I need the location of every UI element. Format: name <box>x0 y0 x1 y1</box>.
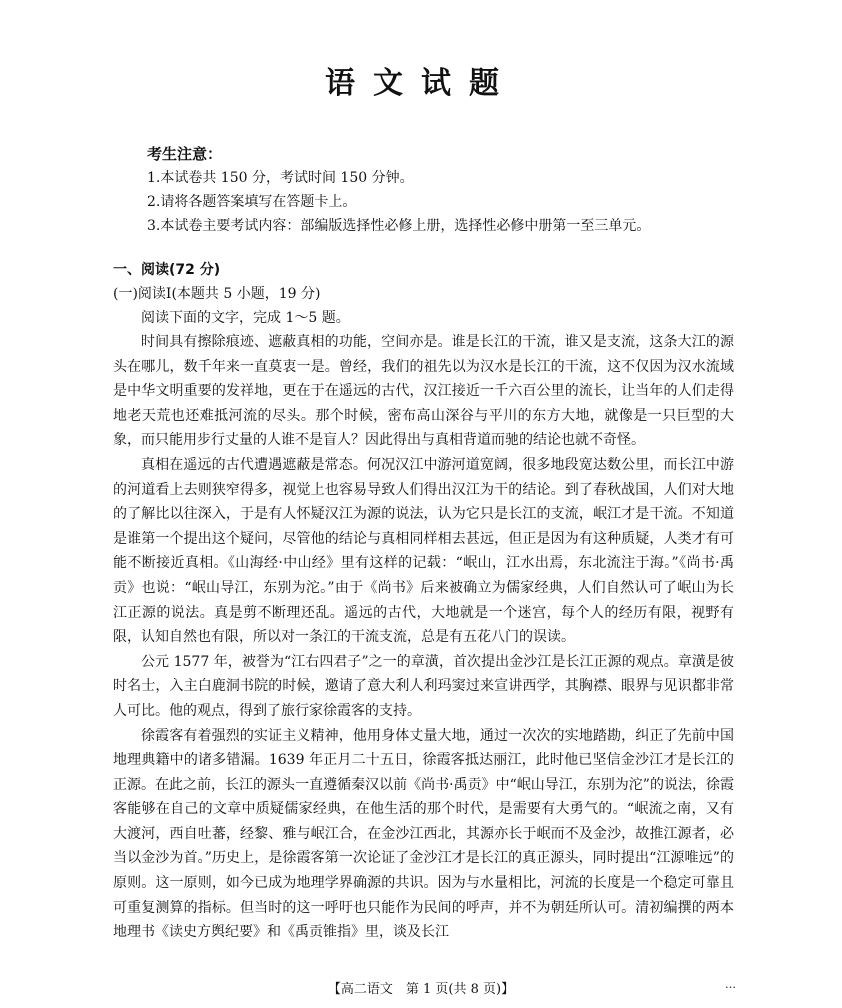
notice-item-1: 1.本试卷共 150 分，考试时间 150 分钟。 <box>147 170 414 186</box>
reading-instruction: 阅读下面的文字，完成 1～5 题。 <box>141 310 350 326</box>
notice-item-2: 2.请将各题答案填写在答题卡上。 <box>147 194 357 210</box>
passage-paragraph-2: 真相在遥远的古代遭遇遮蔽是常态。何况汉江中游河道宽阔，很多地段宽达数公里，而长江中游的河道看上去则狭窄得多，视觉上也容易导致人们得出汉江为干的结论。到了春秋战国，人们对大地的了解比以往深入，于是有人怀疑汉江为源的说法，认为它只是长江的支流，岷江才是干流。不知道是谁第一个提出这个疑问，尽管他的结论与真相同样相去甚远，但正是因为有这种质疑，人类才有可能不断接近真相。《山海经·中山经》里有这样的记载：“岷山，江水出焉，东北流注于海。”《尚书·禹贡》也说：“岷山导江，东别为沱。”由于《尚书》后来被确立为儒家经典，人们自然认可了岷山为长江正源的说法。真是剪不断理还乱。遥远的古代，大地就是一个迷宫，每个人的经历有限，视野有限，认知自然也有限，所以对一条江的干流支流，总是有五花八门的误读。 <box>113 456 734 646</box>
page-footer: 【高二语文 第 1 页(共 8 页)】 <box>327 982 515 997</box>
reading-passage <box>113 330 734 945</box>
sub-section-heading: (一)阅读Ⅰ(本题共 5 小题，19 分) <box>113 286 321 302</box>
section-heading: 一、阅读(72 分) <box>113 262 221 278</box>
candidate-notice <box>147 142 650 238</box>
passage-paragraph-1: 时间具有擦除痕迹、遮蔽真相的功能，空间亦是。谁是长江的干流，谁又是支流，这条大江的源头在哪儿，数千年来一直莫衷一是。曾经，我们的祖先以为汉水是长江的干流，这不仅因为汉水流域是中华文明重要的发祥地，更在于在遥远的古代，汉江接近一千六百公里的流长，让当年的人们走得地老天荒也还难抵河流的尽头。那个时候，密布高山深谷与平川的东方大地，就像是一只巨型的大象，而只能用步行丈量的人谁不是盲人？因此得出与真相背道而驰的结论也就不奇怪。 <box>113 334 734 449</box>
passage-paragraph-4: 徐霞客有着强烈的实证主义精神，他用身体丈量大地，通过一次次的实地踏勘，纠正了先前中国地理典籍中的诸多错漏。1639 年正月二十五日，徐霞客抵达丽江，此时他已坚信金沙江才是长江的正源。在此之前，长江的源头一直遵循秦汉以前《尚书·禹贡》中“岷山导江，东别为沱”的说法，徐霞客能够在自己的文章中质疑儒家经典，在他生活的那个时代，是需要有大勇气的。“岷流之南，又有大渡河，西自吐蕃，经黎、雅与岷江合，在金沙江西北，其源亦长于岷而不及金沙，故推江源者，必当以金沙为首。”历史上，是徐霞客第一次论证了金沙江才是长江的真正源头，同时提出“江源唯远”的原则。这一原则，如今已成为地理学界确源的共识。因为与水量相比，河流的长度是一个稳定可靠且可重复测算的指标。但当时的这一呼吁也只能作为民间的呼声，并不为朝廷所认可。清初编撰的两本地理书《读史方舆纪要》和《禹贡锥指》里，谈及长江 <box>113 727 734 941</box>
reading-section-header <box>113 258 733 330</box>
corner-mark: … <box>725 978 736 991</box>
notice-item-3: 3.本试卷主要考试内容：部编版选择性必修上册，选择性必修中册第一至三单元。 <box>147 218 651 234</box>
passage-paragraph-3: 公元 1577 年，被誉为“江右四君子”之一的章潢，首次提出金沙江是长江正源的观点。章潢是彼时名士，入主白鹿洞书院的时候，邀请了意大利人利玛窦过来宣讲西学，其胸襟、眼界与见识都非常人可比。他的观点，得到了旅行家徐霞客的支持。 <box>113 653 734 719</box>
page-title: 语文试题 <box>325 66 517 101</box>
notice-heading: 考生注意： <box>147 145 223 163</box>
